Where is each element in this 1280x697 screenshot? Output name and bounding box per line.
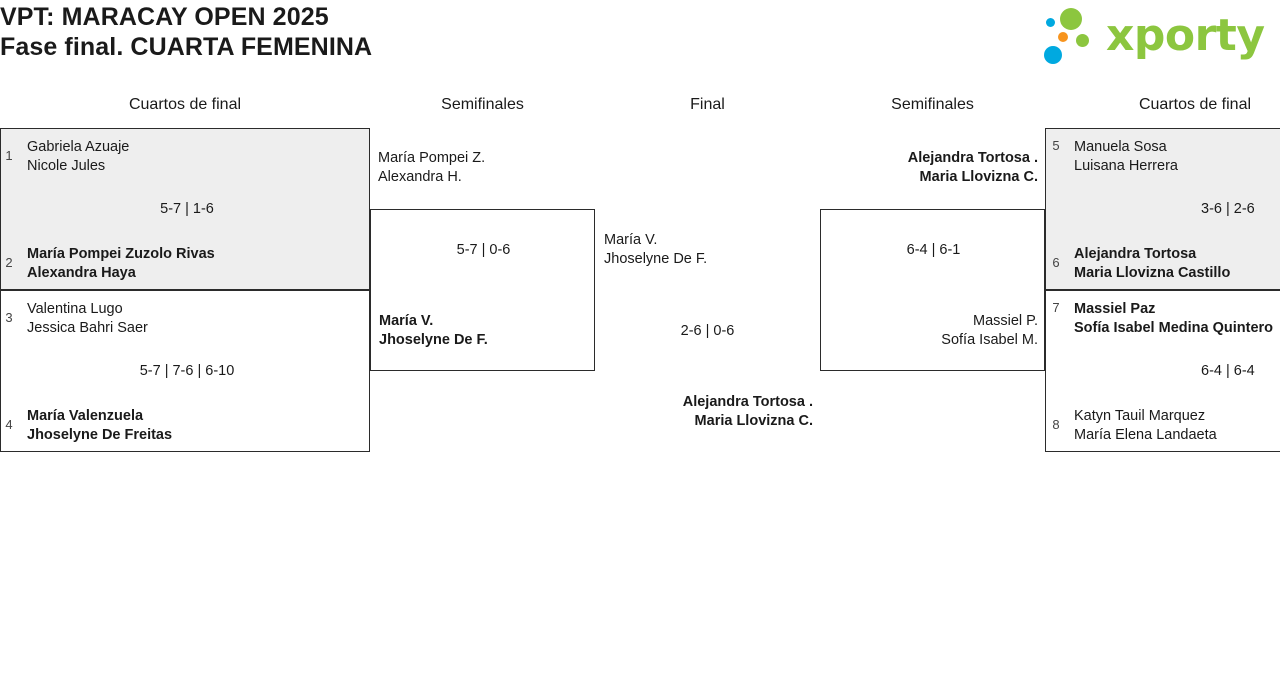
team-name: Massiel Paz [1074, 301, 1156, 317]
match-sf1[interactable] [370, 209, 595, 371]
match-score: 6-4 | 6-4 [1201, 363, 1255, 379]
team-name: María Elena Landaeta [1074, 427, 1217, 443]
team-name: Alexandra H. [378, 169, 462, 185]
seed-number: 6 [1052, 255, 1060, 270]
team-name: Luisana Herrera [1074, 158, 1178, 174]
page-header [0, 0, 1280, 90]
match-score: 5-7 | 7-6 | 6-10 [139, 363, 235, 379]
seed-number: 3 [5, 310, 13, 325]
logo-dots-icon [1044, 8, 1104, 64]
team-name: Manuela Sosa [1074, 139, 1167, 155]
team-name: María Valenzuela [27, 408, 144, 424]
round-label-final: Final [690, 96, 725, 113]
match-qf2[interactable] [0, 290, 370, 452]
team-name: Alejandra Tortosa [1074, 246, 1197, 262]
team-name: Alejandra Tortosa . [682, 394, 813, 410]
round-label-quarterfinals-right: Cuartos de final [1138, 96, 1252, 113]
match-qf1[interactable] [0, 128, 370, 290]
team-name: Sofía Isabel M. [941, 332, 1038, 348]
seed-number: 1 [5, 148, 13, 163]
team-name: Maria Llovizna C. [919, 169, 1038, 185]
xporty-logo [1044, 4, 1274, 66]
team-name: Jessica Bahri Saer [27, 320, 148, 336]
team-name: Maria Llovizna Castillo [1074, 265, 1231, 281]
seed-number: 2 [5, 255, 13, 270]
team-name: Jhoselyne De Freitas [27, 427, 173, 443]
team-name: María V. [379, 313, 434, 329]
tournament-name: VPT: MARACAY OPEN 2025 [0, 3, 329, 31]
logo-wordmark: xporty [1106, 10, 1265, 61]
team-name: María Pompei Zuzolo Rivas [27, 246, 215, 262]
team-name: María V. [604, 232, 658, 248]
team-name: Alexandra Haya [27, 265, 136, 281]
match-score: 5-7 | 1-6 [160, 201, 214, 217]
team-name: Nicole Jules [27, 158, 106, 174]
round-label-semifinals-left: Semifinales [441, 96, 524, 113]
seed-number: 5 [1052, 138, 1060, 153]
round-label-semifinals-right: Semifinales [891, 96, 974, 113]
team-name: Sofía Isabel Medina Quintero [1074, 320, 1274, 336]
tournament-phase: Fase final. CUARTA FEMENINA [0, 33, 373, 61]
team-name: Gabriela Azuaje [27, 139, 130, 155]
seed-number: 4 [5, 417, 13, 432]
seed-number: 8 [1052, 417, 1060, 432]
page-title [0, 2, 372, 62]
team-name: Alejandra Tortosa . [907, 150, 1038, 166]
round-label-quarterfinals-left: Cuartos de final [128, 96, 242, 113]
team-name: Katyn Tauil Marquez [1074, 408, 1206, 424]
match-qf4[interactable] [1045, 290, 1280, 452]
team-name: María Pompei Z. [378, 150, 486, 166]
team-name: Valentina Lugo [27, 301, 123, 317]
match-score: 3-6 | 2-6 [1201, 201, 1255, 217]
team-name: Jhoselyne De F. [379, 332, 488, 348]
match-score: 5-7 | 0-6 [456, 242, 511, 258]
team-name: Jhoselyne De F. [604, 251, 708, 267]
match-score: 2-6 | 0-6 [680, 323, 735, 339]
team-name: Massiel P. [972, 313, 1038, 329]
match-sf2[interactable] [820, 209, 1045, 371]
match-qf3[interactable] [1045, 128, 1280, 290]
match-score: 6-4 | 6-1 [906, 242, 961, 258]
team-name: Maria Llovizna C. [694, 413, 813, 429]
seed-number: 7 [1052, 300, 1060, 315]
